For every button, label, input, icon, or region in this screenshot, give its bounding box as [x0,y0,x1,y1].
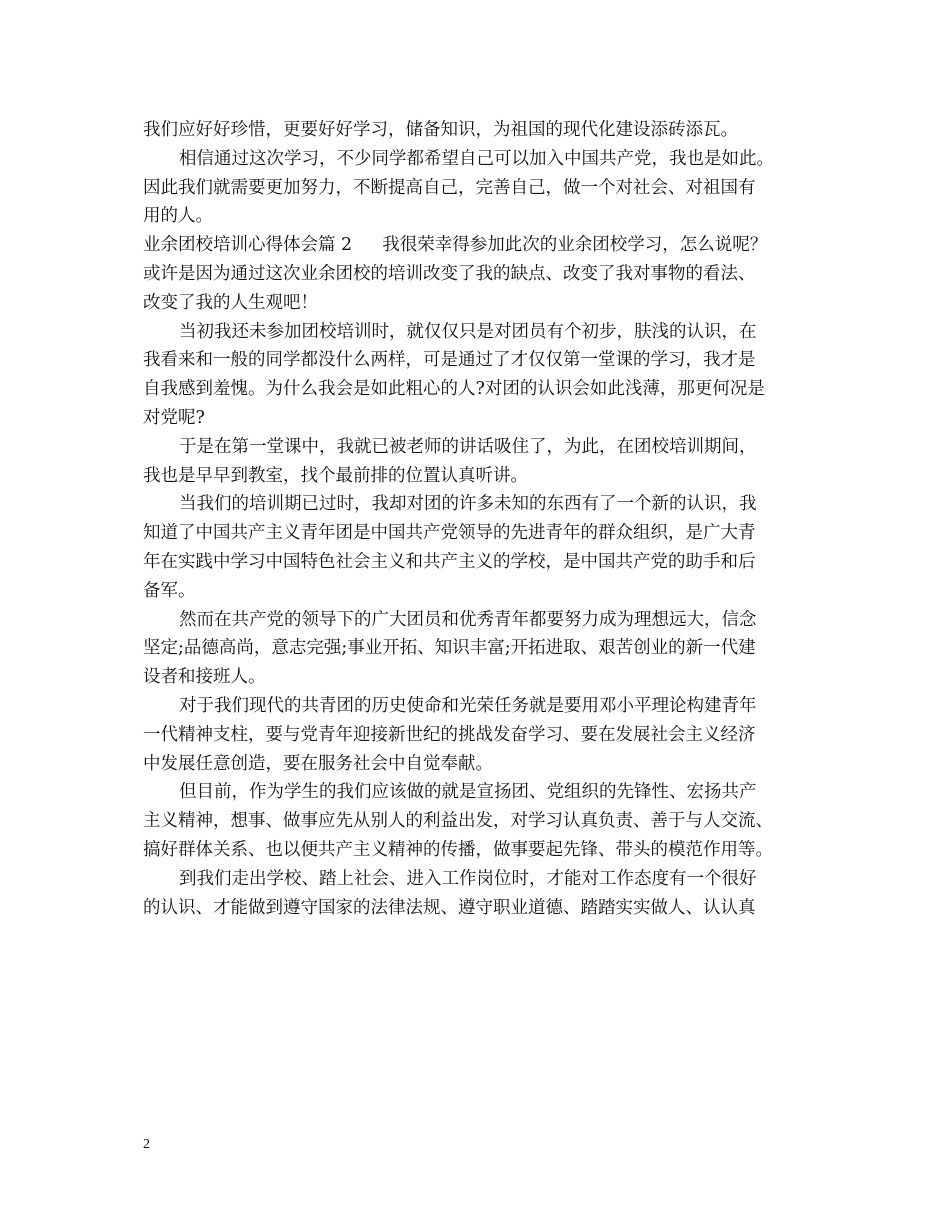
text-line: 知道了中国共产主义青年团是中国共产党领导的先进青年的群众组织，是广大青 [143,523,756,544]
text-line: 因此我们就需要更加努力，不断提高自己，完善自己，做一个对社会、对祖国有 [143,177,756,198]
section-heading: 业余团校培训心得体会篇 2 [143,235,353,256]
text-line: 备军。 [143,580,196,601]
text-line: 相信通过这次学习，不少同学都希望自己可以加入中国共产党，我也是如此。 [179,148,774,169]
page-number: 2 [143,1137,150,1152]
text-line: 或许是因为通过这次业余团校的培训改变了我的缺点、改变了我对事物的看法、 [143,263,756,284]
text-line: 自我感到羞愧。为什么我会是如此粗心的人?对团的认识会如此浅薄，那更何况是 [143,379,765,400]
text-line: 我看来和一般的同学都没什么两样，可是通过了才仅仅第一堂课的学习，我才是 [143,350,756,371]
text-line: 设者和接班人。 [143,667,266,688]
text-line: 于是在第一堂课中，我就已被老师的讲话吸住了，为此，在团校培训期间， [179,436,757,457]
text-line: 但目前，作为学生的我们应该做的就是宣扬团、党组织的先锋性、宏扬共产 [179,782,757,803]
text-line: 中发展任意创造，要在服务社会中自觉奉献。 [143,753,493,774]
text-line: 一代精神支柱，要与党青年迎接新世纪的挑战发奋学习、要在发展社会主义经济 [143,724,756,745]
text-line: 搞好群体关系、也以便共产主义精神的传播，做事要起先锋、带头的模范作用等。 [143,839,773,860]
text-line: 的认识、才能做到遵守国家的法律法规、遵守职业道德、踏踏实实做人、认认真 [143,897,756,918]
text-line: 坚定;品德高尚，意志完强;事业开拓、知识丰富;开拓进取、艰苦创业的新一代建 [143,638,756,659]
text-line: 改变了我的人生观吧！ [143,292,318,313]
text-line: 对于我们现代的共青团的历史使命和光荣任务就是要用邓小平理论构建青年 [179,695,757,716]
text-line: 然而在共产党的领导下的广大团员和优秀青年都要努力成为理想远大，信念 [179,609,757,630]
text-line: 主义精神，想事、做事应先从别人的利益出发，对学习认真负责、善于与人交流、 [143,811,773,832]
heading-row [143,231,833,260]
text-line: 当我们的培训期已过时，我却对团的许多未知的东西有了一个新的认识，我 [179,494,757,515]
text-line: 我也是早早到教室，找个最前排的位置认真听讲。 [143,465,528,486]
text-line: 我很荣幸得参加此次的业余团校学习，怎么说呢？ [382,235,768,256]
document-body [143,116,833,922]
text-line: 我们应好好珍惜，更要好好学习，储备知识，为祖国的现代化建设添砖添瓦。 [143,120,738,140]
text-line: 年在实践中学习中国特色社会主义和共产主义的学校，是中国共产党的助手和后 [143,551,756,572]
text-line: 对党呢? [143,407,205,428]
text-line: 用的人。 [143,206,213,227]
text-line: 到我们走出学校、踏上社会、进入工作岗位时，才能对工作态度有一个很好 [179,868,757,889]
text-line: 当初我还未参加团校培训时，就仅仅只是对团员有个初步，肤浅的认识，在 [179,321,757,342]
